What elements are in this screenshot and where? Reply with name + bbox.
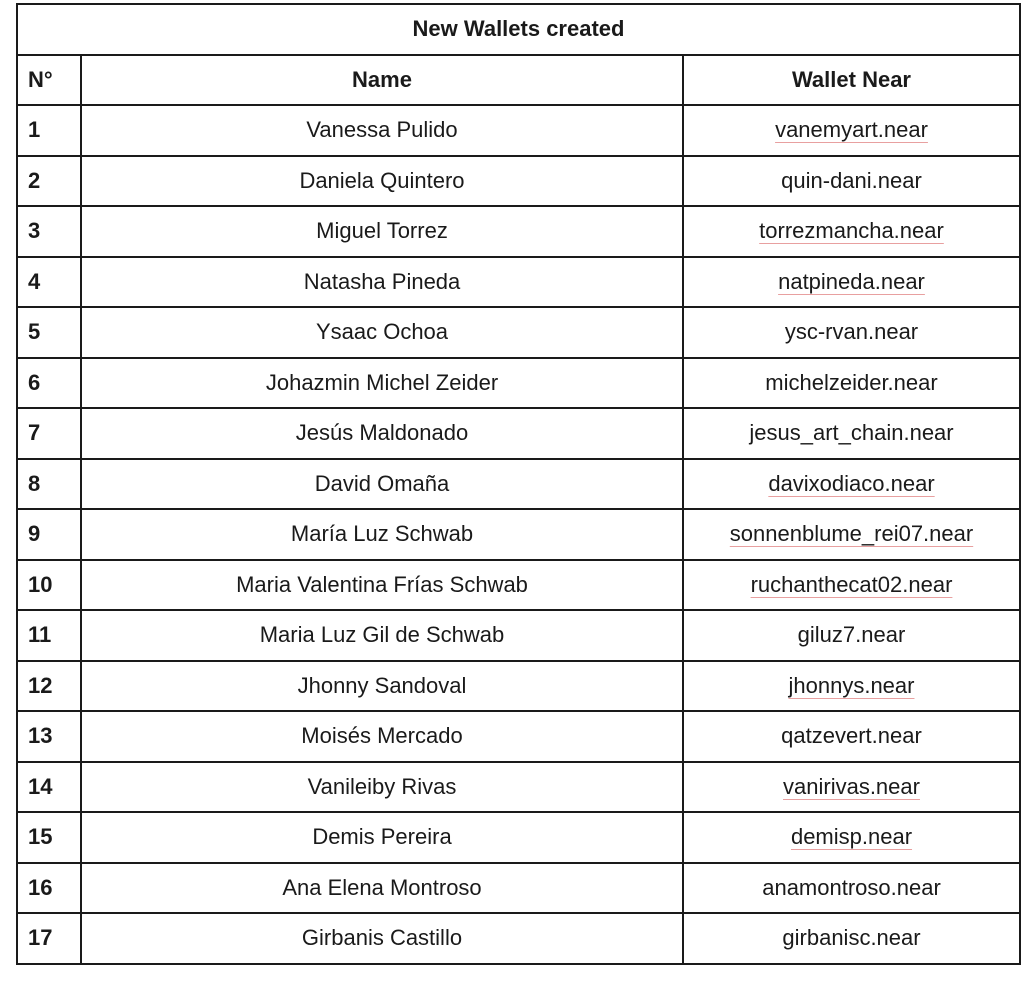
row-name: Johazmin Michel Zeider bbox=[81, 358, 683, 409]
header-wallet: Wallet Near bbox=[683, 55, 1020, 106]
table-row bbox=[17, 711, 1020, 762]
row-number: 17 bbox=[17, 913, 81, 964]
row-name: Jhonny Sandoval bbox=[81, 661, 683, 712]
row-number: 2 bbox=[17, 156, 81, 207]
table-row bbox=[17, 257, 1020, 308]
row-wallet-cell bbox=[683, 358, 1020, 409]
row-number: 12 bbox=[17, 661, 81, 712]
row-wallet-cell bbox=[683, 509, 1020, 560]
row-wallet-cell bbox=[683, 560, 1020, 611]
row-wallet: girbanisc.near bbox=[782, 925, 921, 951]
row-wallet: ysc-rvan.near bbox=[784, 319, 919, 345]
title-row bbox=[17, 4, 1020, 55]
table-title: New Wallets created bbox=[17, 4, 1020, 55]
row-name: Miguel Torrez bbox=[81, 206, 683, 257]
row-wallet: vanemyart.near bbox=[775, 117, 928, 143]
row-name: Jesús Maldonado bbox=[81, 408, 683, 459]
row-wallet-cell bbox=[683, 105, 1020, 156]
row-number: 13 bbox=[17, 711, 81, 762]
header-row bbox=[17, 55, 1020, 106]
row-wallet: davixodiaco.near bbox=[768, 470, 935, 496]
row-name: Vanessa Pulido bbox=[81, 105, 683, 156]
row-name: Vanileiby Rivas bbox=[81, 762, 683, 813]
row-wallet-cell bbox=[683, 257, 1020, 308]
row-name: Maria Valentina Frías Schwab bbox=[81, 560, 683, 611]
wallets-table-body bbox=[17, 4, 1020, 964]
row-wallet-cell bbox=[683, 812, 1020, 863]
row-wallet: michelzeider.near bbox=[765, 369, 938, 395]
row-wallet: jhonnys.near bbox=[788, 672, 915, 698]
row-number: 15 bbox=[17, 812, 81, 863]
row-wallet: sonnenblume_rei07.near bbox=[729, 521, 974, 547]
table-row bbox=[17, 459, 1020, 510]
row-number: 3 bbox=[17, 206, 81, 257]
row-number: 6 bbox=[17, 358, 81, 409]
row-wallet: giluz7.near bbox=[797, 622, 906, 648]
row-wallet: anamontroso.near bbox=[762, 874, 941, 900]
row-number: 14 bbox=[17, 762, 81, 813]
row-number: 10 bbox=[17, 560, 81, 611]
row-name: Daniela Quintero bbox=[81, 156, 683, 207]
table-row bbox=[17, 358, 1020, 409]
row-wallet-cell bbox=[683, 762, 1020, 813]
table-row bbox=[17, 408, 1020, 459]
table-row bbox=[17, 610, 1020, 661]
row-name: Ana Elena Montroso bbox=[81, 863, 683, 914]
row-wallet: quin-dani.near bbox=[781, 167, 922, 193]
row-number: 16 bbox=[17, 863, 81, 914]
row-name: Demis Pereira bbox=[81, 812, 683, 863]
table-row bbox=[17, 913, 1020, 964]
table-row bbox=[17, 307, 1020, 358]
table-row bbox=[17, 661, 1020, 712]
row-number: 1 bbox=[17, 105, 81, 156]
row-name: David Omaña bbox=[81, 459, 683, 510]
table-row bbox=[17, 560, 1020, 611]
row-wallet: jesus_art_chain.near bbox=[749, 420, 954, 446]
row-wallet-cell bbox=[683, 661, 1020, 712]
row-wallet-cell bbox=[683, 307, 1020, 358]
row-name: Maria Luz Gil de Schwab bbox=[81, 610, 683, 661]
header-name: Name bbox=[81, 55, 683, 106]
row-wallet: demisp.near bbox=[790, 824, 913, 850]
header-number: N° bbox=[17, 55, 81, 106]
row-wallet: ruchanthecat02.near bbox=[750, 571, 953, 597]
row-number: 8 bbox=[17, 459, 81, 510]
row-number: 7 bbox=[17, 408, 81, 459]
table-row bbox=[17, 762, 1020, 813]
row-wallet: torrezmancha.near bbox=[759, 218, 944, 244]
wallets-table bbox=[16, 3, 1021, 965]
table-row bbox=[17, 863, 1020, 914]
row-wallet-cell bbox=[683, 459, 1020, 510]
table-row bbox=[17, 509, 1020, 560]
row-name: Girbanis Castillo bbox=[81, 913, 683, 964]
row-number: 5 bbox=[17, 307, 81, 358]
row-number: 9 bbox=[17, 509, 81, 560]
row-wallet-cell bbox=[683, 408, 1020, 459]
row-wallet-cell bbox=[683, 863, 1020, 914]
row-wallet-cell bbox=[683, 610, 1020, 661]
row-name: Ysaac Ochoa bbox=[81, 307, 683, 358]
table-row bbox=[17, 206, 1020, 257]
row-number: 11 bbox=[17, 610, 81, 661]
row-wallet-cell bbox=[683, 206, 1020, 257]
row-name: Moisés Mercado bbox=[81, 711, 683, 762]
row-wallet-cell bbox=[683, 711, 1020, 762]
row-name: Natasha Pineda bbox=[81, 257, 683, 308]
row-wallet-cell bbox=[683, 913, 1020, 964]
row-wallet: qatzevert.near bbox=[781, 723, 922, 749]
row-number: 4 bbox=[17, 257, 81, 308]
row-wallet: natpineda.near bbox=[778, 268, 925, 294]
table-row bbox=[17, 812, 1020, 863]
table-row bbox=[17, 105, 1020, 156]
row-name: María Luz Schwab bbox=[81, 509, 683, 560]
row-wallet-cell bbox=[683, 156, 1020, 207]
row-wallet: vanirivas.near bbox=[783, 773, 920, 799]
table-row bbox=[17, 156, 1020, 207]
